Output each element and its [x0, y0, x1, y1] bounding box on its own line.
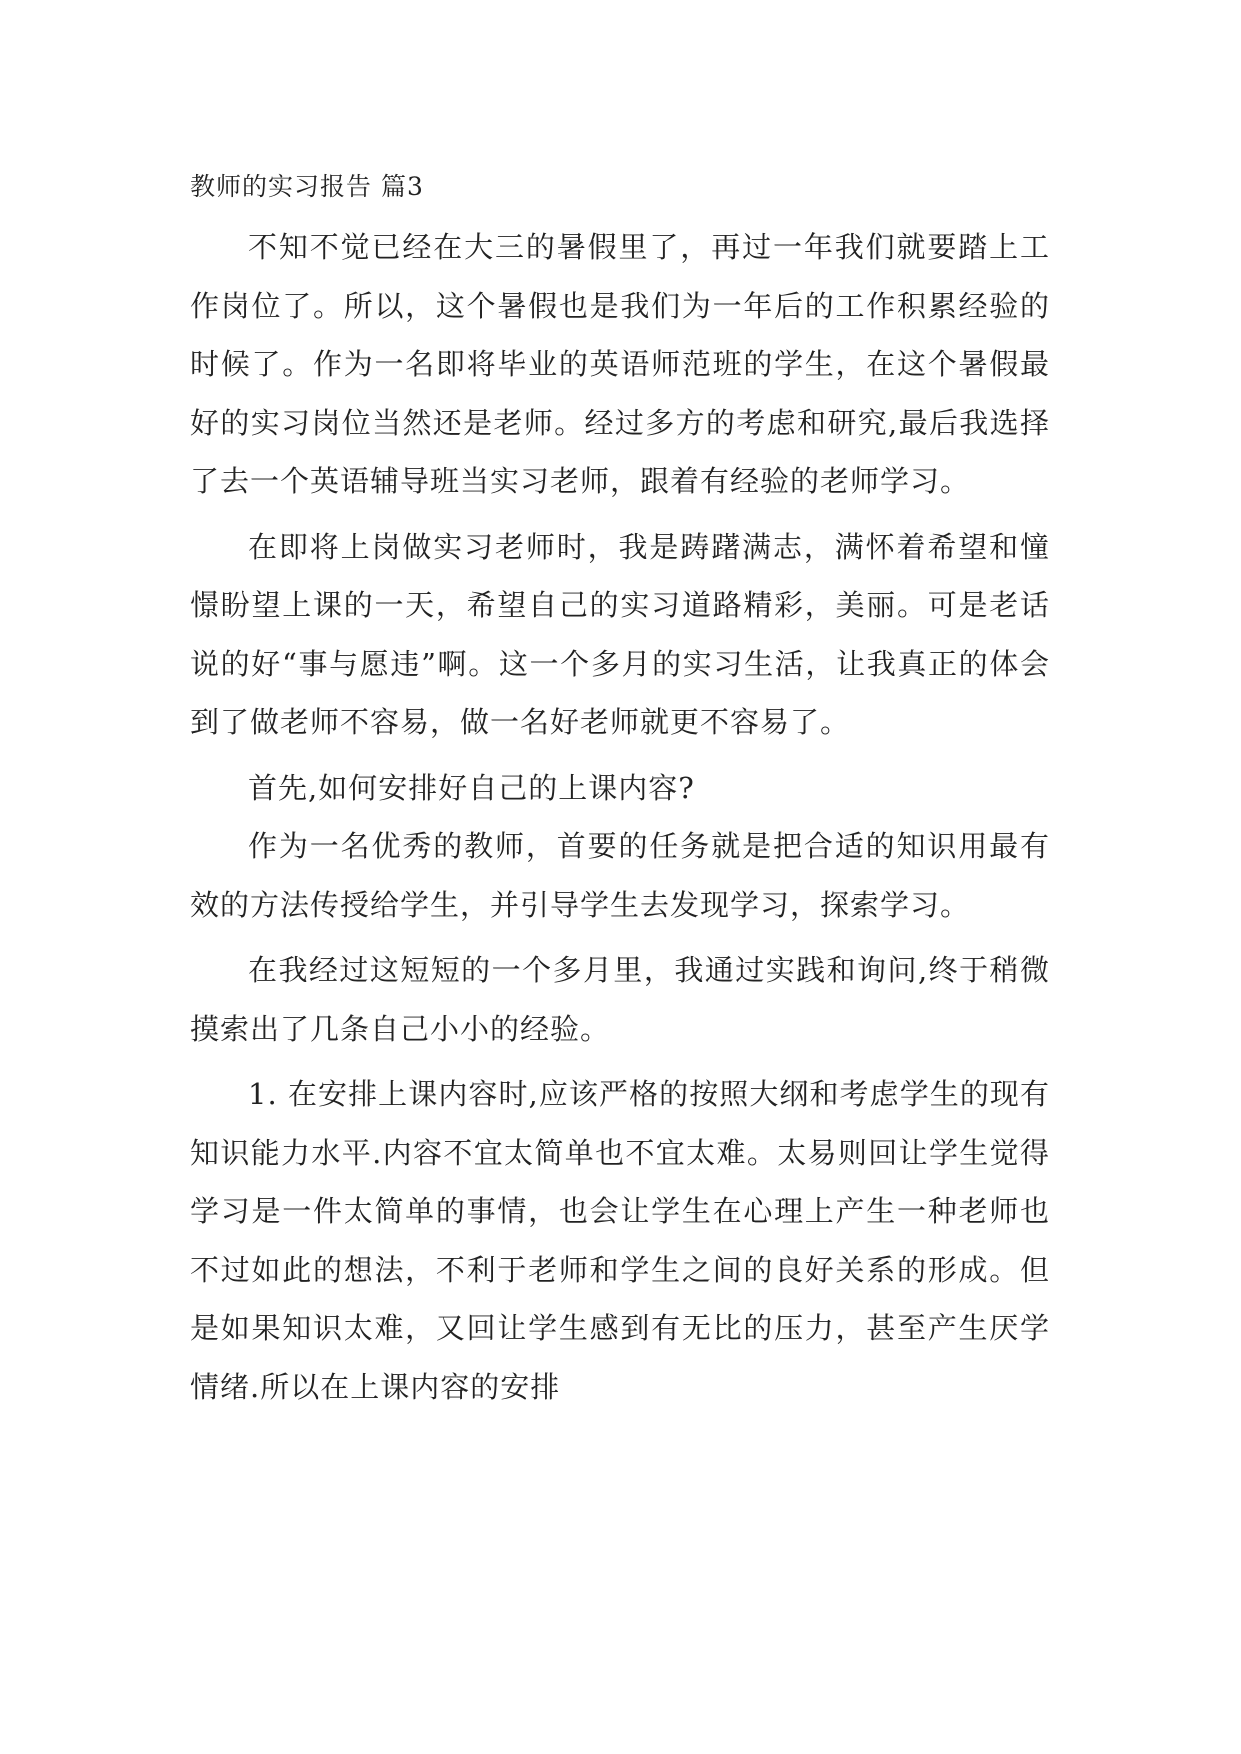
report-title: 教师的实习报告 篇3: [190, 172, 424, 201]
paragraph-teacher-task: 作为一名优秀的教师，首要的任务就是把合适的知识用最有效的方法传授给学生，并引导学生去发现学习，探索学习。: [190, 829, 1050, 922]
paragraph-question: 首先,如何安排好自己的上课内容?: [248, 770, 695, 805]
paragraph-intro: 不知不觉已经在大三的暑假里了，再过一年我们就要踏上工作岗位了。所以，这个暑假也是我们为一年后的工作积累经验的时候了。作为一名即将毕业的英语师范班的学生，在这个暑假最好的实习岗位当然还是老师。经过多方的考虑和研究,最后我选择了去一个英语辅导班当实习老师，跟着有经验的老师学习。: [190, 230, 1050, 498]
paragraph-experience: 在我经过这短短的一个多月里，我通过实践和询问,终于稍微摸索出了几条自己小小的经验。: [190, 953, 1050, 1046]
document-body: [190, 163, 1050, 1423]
paragraph-point-1: 1. 在安排上课内容时,应该严格的按照大纲和考虑学生的现有知识能力水平.内容不宜太简单也不宜太难。太易则回让学生觉得学习是一件太简单的事情，也会让学生在心理上产生一种老师也不过如此的想法，不利于老师和学生之间的良好关系的形成。但是如果知识太难，又回让学生感到有无比的压力，甚至产生厌学情绪.所以在上课内容的安排: [190, 1077, 1050, 1404]
paragraph-expectation: 在即将上岗做实习老师时，我是踌躇满志，满怀着希望和憧憬盼望上课的一天，希望自己的实习道路精彩，美丽。可是老话说的好“事与愿违”啊。这一个多月的实习生活，让我真正的体会到了做老师不容易，做一名好老师就更不容易了。: [190, 529, 1050, 739]
